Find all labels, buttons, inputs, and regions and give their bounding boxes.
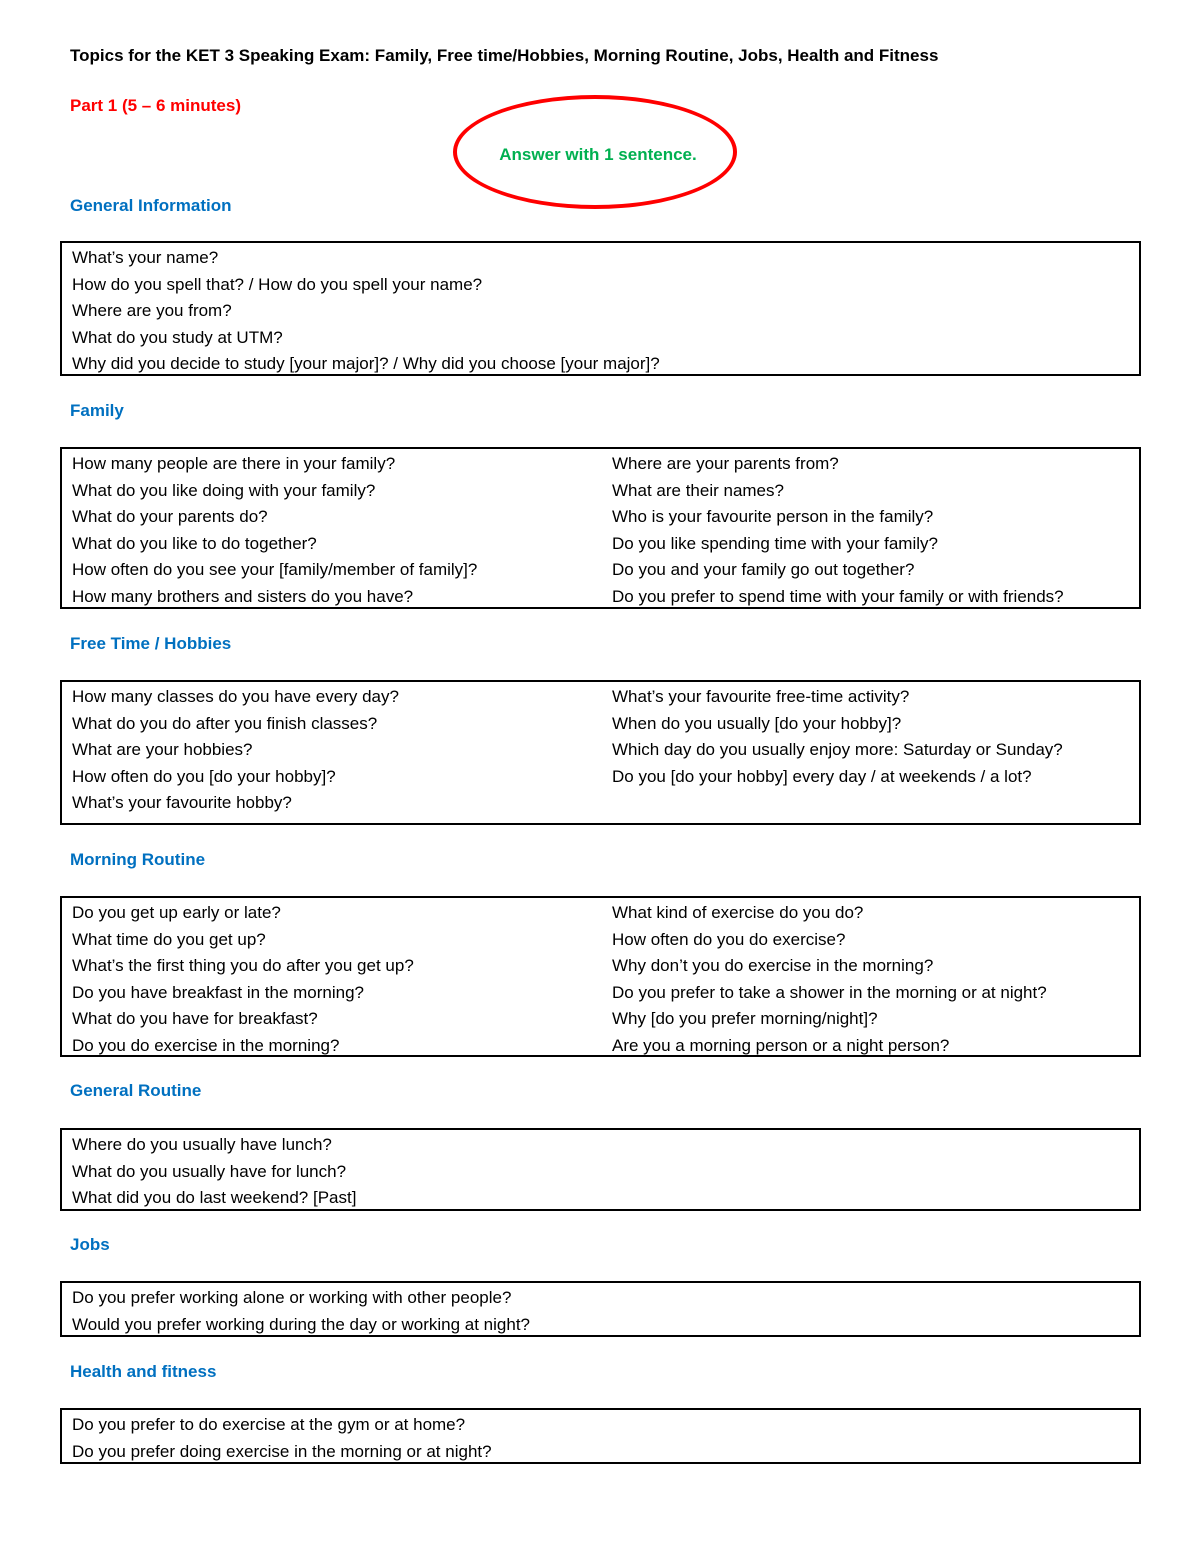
question-item: Do you get up early or late? [72, 903, 281, 922]
free-time-right-column [602, 684, 1139, 823]
question-item: How often do you do exercise? [612, 929, 846, 949]
question-item: Do you prefer to do exercise at the gym or at home? [72, 1415, 466, 1434]
morning-left-column [62, 900, 602, 1055]
general-routine-column [62, 1132, 1139, 1209]
general-information-column [62, 245, 1139, 374]
question-item: How many brothers and sisters do you have? [72, 586, 414, 606]
question-item: Do you do exercise in the morning? [72, 1035, 340, 1055]
question-item: How many people are there in your family? [72, 454, 396, 473]
question-item: Do you like spending time with your family? [612, 533, 938, 553]
question-item: What do you usually have for lunch? [72, 1161, 347, 1181]
question-item: Do you prefer doing exercise in the morning or at night? [72, 1441, 492, 1461]
part-title: Part 1 (5 – 6 minutes) [70, 96, 242, 115]
heading-general-information: General Information [70, 196, 232, 215]
question-item: Where are you from? [72, 301, 232, 320]
question-item: Are you a morning person or a night person? [612, 1035, 950, 1055]
heading-health-fitness: Health and fitness [70, 1362, 217, 1381]
question-item: Why [do you prefer morning/night]? [612, 1009, 878, 1028]
question-item: What do you like doing with your family? [72, 480, 376, 500]
question-item: When do you usually [do your hobby]? [612, 713, 902, 733]
question-item: What’s your favourite hobby? [72, 793, 292, 812]
heading-family: Family [70, 401, 124, 420]
question-item: What do you like to do together? [72, 533, 317, 553]
question-item: Where are your parents from? [612, 454, 839, 473]
morning-right-column [602, 900, 1139, 1055]
question-item: How often do you see your [family/member of family]? [72, 560, 478, 579]
morning-routine-box [60, 896, 1141, 1057]
heading-free-time: Free Time / Hobbies [70, 634, 232, 653]
family-box [60, 447, 1141, 609]
question-item: What are their names? [612, 480, 784, 500]
free-time-left-column [62, 684, 602, 823]
question-item: How many classes do you have every day? [72, 687, 399, 706]
heading-morning-routine: Morning Routine [70, 850, 206, 869]
health-fitness-box [60, 1408, 1141, 1464]
question-item: How do you spell that? / How do you spell your name? [72, 274, 483, 294]
heading-jobs: Jobs [70, 1235, 110, 1254]
question-item: What do your parents do? [72, 507, 268, 526]
general-information-box [60, 241, 1141, 376]
question-item: What are your hobbies? [72, 740, 253, 759]
question-item: What’s your favourite free-time activity? [612, 687, 910, 706]
question-item: Why don’t you do exercise in the morning? [612, 956, 934, 975]
question-item: Do you prefer to take a shower in the morning or at night? [612, 982, 1047, 1002]
question-item: Where do you usually have lunch? [72, 1135, 332, 1154]
question-item: Who is your favourite person in the family? [612, 507, 934, 526]
health-fitness-column [62, 1412, 1139, 1462]
free-time-box [60, 680, 1141, 825]
question-item: Do you and your family go out together? [612, 560, 915, 579]
heading-general-routine: General Routine [70, 1081, 202, 1100]
question-item: What did you do last weekend? [Past] [72, 1188, 357, 1207]
question-item: What time do you get up? [72, 929, 266, 949]
family-right-column [602, 451, 1139, 607]
jobs-box [60, 1281, 1141, 1337]
jobs-column [62, 1285, 1139, 1335]
question-item: Why did you decide to study [your major]? / Why did you choose [your major]? [72, 354, 660, 373]
question-item: Do you [do your hobby] every day / at weekends / a lot? [612, 766, 1032, 786]
question-item: What do you have for breakfast? [72, 1009, 318, 1028]
document-title: Topics for the KET 3 Speaking Exam: Family, Free time/Hobbies, Morning Routine, Jobs, Health and Fitness [70, 46, 939, 65]
family-left-column [62, 451, 602, 607]
general-routine-box [60, 1128, 1141, 1211]
question-item: How often do you [do your hobby]? [72, 766, 336, 786]
question-item: What kind of exercise do you do? [612, 903, 864, 922]
question-item: What do you do after you finish classes? [72, 713, 378, 733]
question-item: Do you prefer to spend time with your family or with friends? [612, 586, 1064, 606]
question-item: Do you have breakfast in the morning? [72, 982, 365, 1002]
question-item: What’s the first thing you do after you get up? [72, 956, 414, 975]
question-item: Would you prefer working during the day or working at night? [72, 1314, 530, 1334]
question-item: What’s your name? [72, 248, 219, 267]
question-item: What do you study at UTM? [72, 327, 283, 347]
question-item: Do you prefer working alone or working with other people? [72, 1288, 512, 1307]
note-text: Answer with 1 sentence. [499, 145, 697, 164]
question-item: Which day do you usually enjoy more: Saturday or Sunday? [612, 740, 1063, 759]
